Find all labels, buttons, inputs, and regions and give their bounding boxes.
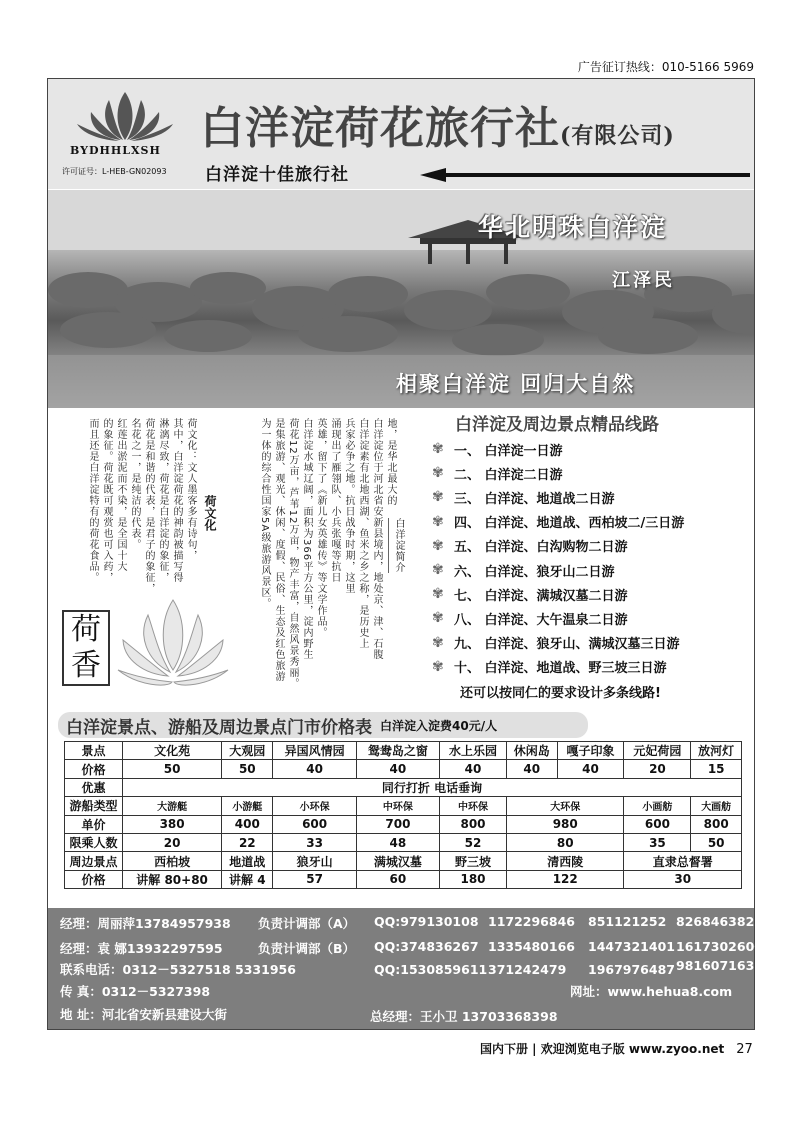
intro-column: 兵家必争之地。抗日战争时期，这里 [343, 418, 354, 594]
intro-column: 是集旅游、观光、休闲、度假、民俗、生态及红色旅游 [273, 418, 284, 682]
table-row: 价格 50 50 40 40 40 40 40 20 15 [65, 760, 742, 778]
company-suffix: (有限公司) [560, 123, 675, 149]
intro-column: 白洋淀素有北地西湖、鱼米之乡之称，是历史上 [357, 418, 368, 649]
price-table [64, 741, 742, 889]
qq-number: 1967976487 [588, 962, 675, 977]
flower-bullet-icon: ✾ [432, 586, 444, 603]
list-item: ✾ 八、 白洋淀、大午温泉二日游 [432, 610, 628, 628]
table-row: 价格 讲解 80+80 讲解 4 57 60 180 122 30 [65, 870, 742, 888]
logo-text: BYDHHLXSH [70, 144, 161, 157]
routes-list [432, 437, 752, 679]
qq-number: 1172296846 [488, 914, 575, 929]
intro-column: 荷文化：文人墨客多有诗句， [185, 418, 196, 561]
table-row: 限乘人数 20 22 33 48 52 80 35 50 [65, 833, 742, 851]
manager-2: 经理：袁 娜13932297595 [60, 941, 223, 956]
flower-bullet-icon: ✾ [432, 562, 444, 579]
list-item: ✾ 三、 白洋淀、地道战二日游 [432, 489, 615, 507]
page-number: 27 [736, 1042, 753, 1057]
intro-column: 英雄，留下了《新儿女英雄传》等文学作品。 [315, 418, 326, 638]
contact-address: 地 址：河北省安新县建设大街 [60, 1007, 227, 1022]
flower-bullet-icon: ✾ [432, 610, 444, 627]
lotus-logo-icon [75, 90, 175, 142]
price-table-banner [58, 712, 588, 738]
website: 网址：www.hehua8.com [570, 984, 733, 999]
table-row: 优惠 同行打折 电话垂询 [65, 778, 742, 796]
qq-number: QQ:979130108 [374, 914, 479, 929]
dispatch-b: 负责计调部（B） [258, 941, 356, 956]
list-item: ✾ 四、 白洋淀、地道战、西柏坡二/三日游 [432, 513, 685, 532]
intro-label: 白洋淀简介 [388, 518, 406, 573]
list-item: ✾ 二、 白洋淀二日游 [432, 465, 563, 483]
contact-footer [48, 908, 763, 1029]
table-row: 游船类型 大游艇 小游艇 小环保 中环保 中环保 大环保 小画舫 大画舫 [65, 797, 742, 815]
flower-bullet-icon: ✾ [432, 537, 444, 554]
seal-stamp: 荷香 [62, 610, 110, 686]
flower-bullet-icon: ✾ [432, 634, 444, 651]
flower-bullet-icon: ✾ [432, 465, 444, 482]
flower-bullet-icon: ✾ [432, 441, 444, 458]
list-item: ✾ 七、 白洋淀、满城汉墓二日游 [432, 586, 628, 604]
ad-hotline: 广告征订热线：010-5166 5969 [577, 60, 754, 74]
qq-number: QQ:374836267 [374, 939, 479, 954]
qq-number: 826846382 [676, 914, 755, 929]
culture-label: 荷文化 [203, 495, 217, 531]
company-subtitle: 白洋淀十佳旅行社 [205, 165, 349, 185]
list-item: ✾ 五、 白洋淀、白沟购物二日游 [432, 537, 628, 556]
intro-column: 红莲出淤泥而不染，是全国十大 [115, 418, 126, 572]
intro-column: 涌现出了雁翎队、小兵张嘎等抗日 [329, 418, 340, 583]
page-footer: 国内下册 | 欢迎浏览电子版 www.zyoo.net 27 [480, 1042, 753, 1057]
company-title: 白洋淀荷花旅行社(有限公司) [200, 103, 675, 154]
intro-column: 其中，白洋淀荷花的神韵被描写得 [171, 418, 182, 583]
price-table-title: 白洋淀景点、游船及周边景点门市价格表 [66, 717, 372, 738]
contact-fax: 传 真：0312－5327398 [60, 984, 211, 999]
intro-column: 为一体的综合性国家5A级旅游风景区。 [259, 418, 270, 610]
table-row: 景点 文化苑 大观园 异国风情园 鸳鸯岛之窗 水上乐园 休闲岛 嘎子印象 元妃荷园 放河灯 [65, 742, 742, 760]
general-manager: 总经理：王小卫 13703368398 [370, 1009, 558, 1024]
intro-column: 淋漓尽致，荷花是白洋淀的象征， [157, 418, 168, 583]
flower-bullet-icon: ✾ [432, 658, 444, 675]
qq-number: 1447321401 [588, 939, 675, 954]
qq-number: 371242479 [488, 962, 567, 977]
intro-column: 名花之一，是纯洁的代表。 [129, 418, 140, 550]
license-number: 许可证号：L-HEB-GN02093 [62, 167, 167, 176]
intro-column: 荷花是和谐的代表，是君子的象征， [143, 418, 154, 594]
lotus-flower-icon [108, 590, 238, 700]
list-item: ✾ 十、 白洋淀、地道战、野三坡三日游 [432, 658, 667, 677]
flower-bullet-icon: ✾ [432, 489, 444, 506]
banner-author: 江泽民 [612, 270, 675, 291]
list-item: ✾ 一、 白洋淀一日游 [432, 441, 563, 459]
banner-slogan: 华北明珠白洋淀 [478, 213, 668, 242]
entry-fee: 白洋淀入淀费40元/人 [380, 718, 498, 733]
intro-column: 白洋淀水域辽阔，面积为366平方公里，淀内野生 [301, 418, 312, 661]
flower-bullet-icon: ✾ [432, 513, 444, 530]
table-row: 单价 380 400 600 700 800 980 600 800 [65, 815, 742, 833]
arrow-left-icon [420, 168, 750, 182]
intro-column: 荷花12万亩，芦苇12万亩，物产丰富，自然风景秀丽。 [287, 418, 298, 690]
qq-number: 1335480166 [488, 939, 575, 954]
table-row: 周边景点 西柏坡 地道战 狼牙山 满城汉墓 野三坡 清西陵 直隶总督署 [65, 852, 742, 870]
list-item: ✾ 九、 白洋淀、狼牙山、满城汉墓三日游 [432, 634, 680, 653]
banner-slogan-secondary: 相聚白洋淀 回归大自然 [396, 371, 636, 396]
intro-column: 白洋淀位于河北省安新县境内，地处京、津、石腹 [371, 418, 382, 660]
intro-column: 地，是华北最大的 [385, 418, 396, 506]
manager-1: 经理：周丽萍13784957938 [60, 916, 231, 931]
routes-note: 还可以按同仁的要求设计多条线路! [460, 686, 661, 701]
contact-phone: 联系电话：0312－5327518 5331956 [60, 962, 296, 977]
qq-number: 1617302600 [676, 939, 763, 954]
routes-title: 白洋淀及周边景点精品线路 [455, 415, 659, 435]
qq-number: 851121252 [588, 914, 667, 929]
qq-number: QQ:1530859611 [374, 962, 488, 977]
intro-column: 而且还是白洋淀特有的荷花食品。 [87, 418, 98, 583]
intro-column: 的象征。荷花既可观赏也可入药， [101, 418, 112, 583]
list-item: ✾ 六、 白洋淀、狼牙山二日游 [432, 562, 615, 580]
dispatch-a: 负责计调部（A） [258, 916, 356, 931]
qq-number: 981607163 [676, 958, 755, 973]
